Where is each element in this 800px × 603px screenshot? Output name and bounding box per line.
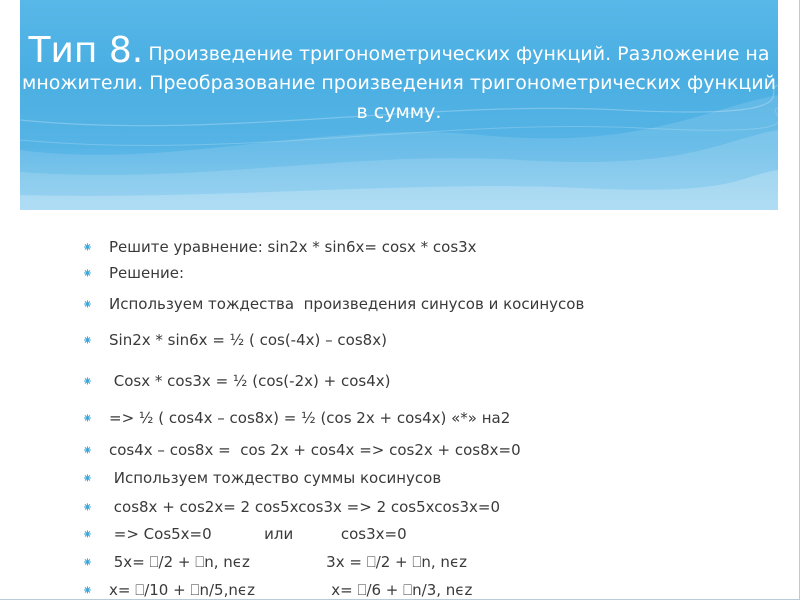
list-item [82,439,521,461]
bullet-icon: ⁕ [82,584,93,599]
list-item-text: => ½ ( cos4x – cos8x) = ½ (cos 2x + cos4x) «*» на2 [109,409,511,427]
bullet-icon: ⁕ [82,267,93,282]
bullet-icon: ⁕ [82,375,93,390]
list-item-text: => Cos5x=0 или cos3x=0 [109,525,407,543]
bullet-icon: ⁕ [82,472,93,487]
list-item [82,407,510,429]
list-item [82,236,477,258]
bullet-icon: ⁕ [82,556,93,571]
list-item [82,523,407,545]
bullet-icon: ⁕ [82,241,93,256]
list-item-text: x= ⎕/10 + ⎕n/5,nϵz x= ⎕/6 + ⎕n/3, nϵz [109,581,473,599]
list-item-text: Cosx * cos3x = ½ (cos(-2x) + cos4x) [109,372,391,390]
list-item-text: Sin2x * sin6x = ½ ( cos(-4x) – cos8x) [109,331,387,349]
list-item-text: cos4x – cos8x = cos 2x + cos4x => cos2x + cos8x=0 [109,441,521,459]
bullet-icon: ⁕ [82,298,93,313]
bullet-icon: ⁕ [82,501,93,516]
list-item [82,496,500,518]
list-item-text: cos8x + cos2x= 2 cos5xcos3x => 2 cos5xcos3x=0 [109,498,501,516]
title-subtitle: Произведение тригонометрических функций. Разложение на множители. Преобразование произведения тригонометрических функций в сумму. [22,43,776,123]
list-item [82,370,390,392]
list-item-text: Решите уравнение: sin2x * sin6x= cosx * cos3x [109,238,477,256]
bullet-icon: ⁕ [82,412,93,427]
list-item-text: Используем тождества произведения синусов и косинусов [109,295,585,313]
list-item [82,329,387,351]
list-item-text: 5x= ⎕/2 + ⎕n, nϵz 3x = ⎕/2 + ⎕n, nϵz [109,553,468,571]
bullet-icon: ⁕ [82,334,93,349]
bullet-icon: ⁕ [82,444,93,459]
list-item [82,551,467,573]
list-item [82,467,441,489]
list-item-text: Решение: [109,264,185,282]
slide-title [20,30,778,127]
list-item-text: Используем тождество суммы косинусов [109,469,442,487]
list-item [82,579,472,601]
list-item [82,262,184,284]
list-item [82,293,584,315]
bullet-icon: ⁕ [82,528,93,543]
title-type-label: Тип 8. [28,30,144,71]
